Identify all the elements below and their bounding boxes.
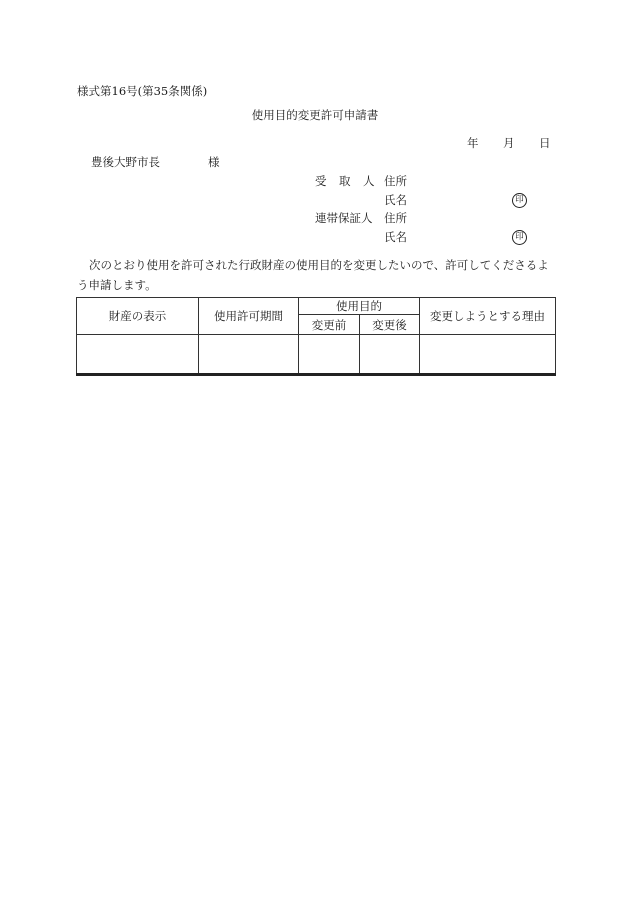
document-title: 使用目的変更許可申請書 bbox=[251, 108, 379, 122]
guarantor-role: 連帯保証人 bbox=[315, 211, 373, 225]
cell-property[interactable] bbox=[77, 335, 199, 375]
header-purpose: 使用目的 bbox=[299, 298, 420, 315]
application-body-text bbox=[77, 255, 555, 295]
cell-reason[interactable] bbox=[420, 335, 556, 375]
addressee-name: 豊後大野市長 bbox=[91, 155, 160, 169]
header-property: 財産の表示 bbox=[77, 298, 199, 335]
addressee-honorific: 様 bbox=[208, 155, 220, 169]
header-reason: 変更しようとする理由 bbox=[420, 298, 556, 335]
date-month-label: 月 bbox=[503, 136, 515, 150]
header-before: 変更前 bbox=[299, 315, 360, 335]
header-period: 使用許可期間 bbox=[199, 298, 299, 335]
guarantor-seal-icon: 印 bbox=[512, 230, 527, 245]
applicant-seal-icon: 印 bbox=[512, 193, 527, 208]
applicant-role-char-2: 取 bbox=[339, 174, 351, 188]
applicant-role-char-1: 受 bbox=[315, 174, 327, 188]
guarantor-address-label: 住所 bbox=[384, 211, 407, 225]
cell-after[interactable] bbox=[360, 335, 420, 375]
form-number: 様式第16号(第35条関係) bbox=[77, 84, 208, 98]
cell-before[interactable] bbox=[299, 335, 360, 375]
body-text: 次のとおり使用を許可された行政財産の使用目的を変更したいので、許可してくださるよう申請します。 bbox=[77, 258, 549, 292]
applicant-name-label: 氏名 bbox=[384, 193, 407, 207]
applicant-role-char-3: 人 bbox=[363, 174, 375, 188]
header-after: 変更後 bbox=[360, 315, 420, 335]
applicant-address-label: 住所 bbox=[384, 174, 407, 188]
cell-period[interactable] bbox=[199, 335, 299, 375]
date-day-label: 日 bbox=[539, 136, 551, 150]
date-year-label: 年 bbox=[467, 136, 479, 150]
purpose-change-table bbox=[76, 297, 556, 376]
guarantor-name-label: 氏名 bbox=[384, 230, 407, 244]
